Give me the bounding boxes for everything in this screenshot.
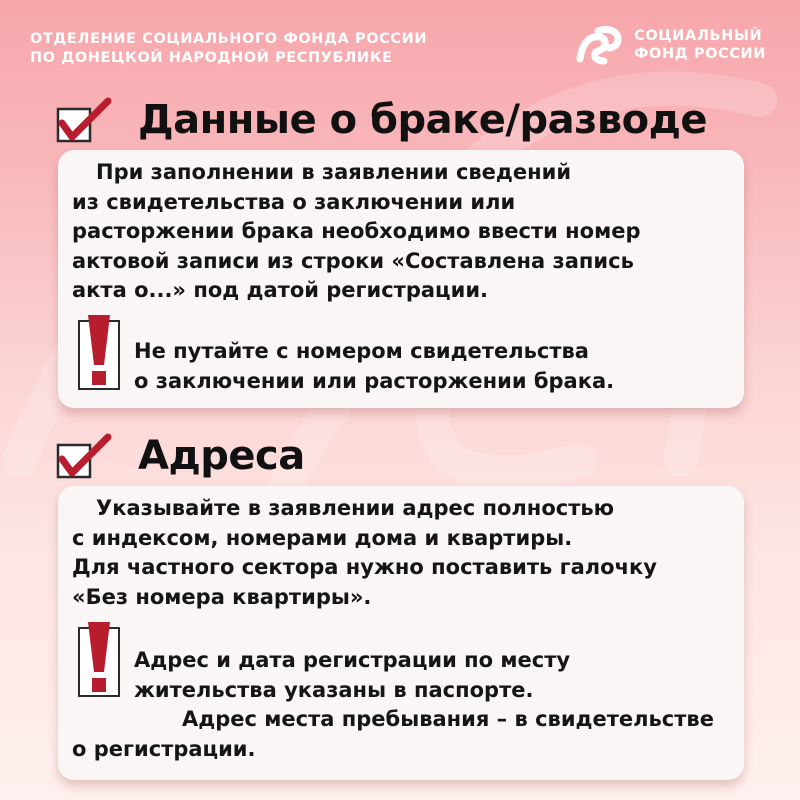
note-line: Адрес и дата регистрации по месту [134, 648, 571, 672]
section-heading-marriage [56, 96, 707, 144]
section-heading-addresses [56, 432, 305, 480]
exclamation-icon [78, 313, 120, 391]
warning-note [78, 313, 614, 396]
org-line-2: ПО ДОНЕЦКОЙ НАРОДНОЙ РЕСПУБЛИКЕ [30, 50, 393, 66]
body-line: акта о...» под датой регистрации. [72, 278, 489, 302]
body-line: актовой записи из строки «Составлена запись [72, 248, 634, 273]
note-line: Адрес места пребывания – в свидетельстве [182, 707, 714, 731]
org-line-1: ОТДЕЛЕНИЕ СОЦИАЛЬНОГО ФОНДА РОССИИ [30, 31, 428, 47]
card-body [72, 158, 744, 306]
body-line: Указывайте в заявлении адрес полностью [96, 496, 615, 520]
note-text [134, 313, 614, 396]
logo-line-1: СОЦИАЛЬНЫЙ [634, 28, 763, 44]
note-line: о заключении или расторжении брака. [134, 368, 615, 393]
card-body [72, 494, 744, 612]
note-line: жительства указаны в паспорте. [134, 677, 534, 702]
logo-line-2: ФОНД РОССИИ [634, 46, 766, 62]
info-card-addresses [58, 486, 744, 780]
body-line: расторжении брака необходимо ввести номер [72, 219, 641, 243]
section-title: Данные о браке/разводе [138, 97, 708, 143]
warning-note [78, 620, 134, 698]
body-line: из свидетельства о заключении или [72, 189, 516, 214]
checkbox-check-icon [56, 97, 112, 143]
body-line: «Без номера квартиры». [72, 584, 372, 609]
body-line: При заполнении в заявлении сведений [96, 160, 572, 184]
note-text [134, 646, 714, 735]
section-title: Адреса [138, 433, 305, 479]
body-line: Для частного сектора нужно поставить галочку [72, 555, 657, 579]
exclamation-icon [78, 620, 120, 698]
note-line: Не путайте с номером свидетельства [134, 339, 589, 363]
organization-name [30, 30, 427, 68]
note-line: о регистрации. [72, 737, 256, 761]
sfr-logo [574, 25, 766, 65]
sfr-logo-icon [574, 25, 624, 65]
checkbox-check-icon [56, 433, 112, 479]
info-card-marriage [58, 150, 744, 408]
body-line: с индексом, номерами дома и квартиры. [72, 525, 573, 550]
